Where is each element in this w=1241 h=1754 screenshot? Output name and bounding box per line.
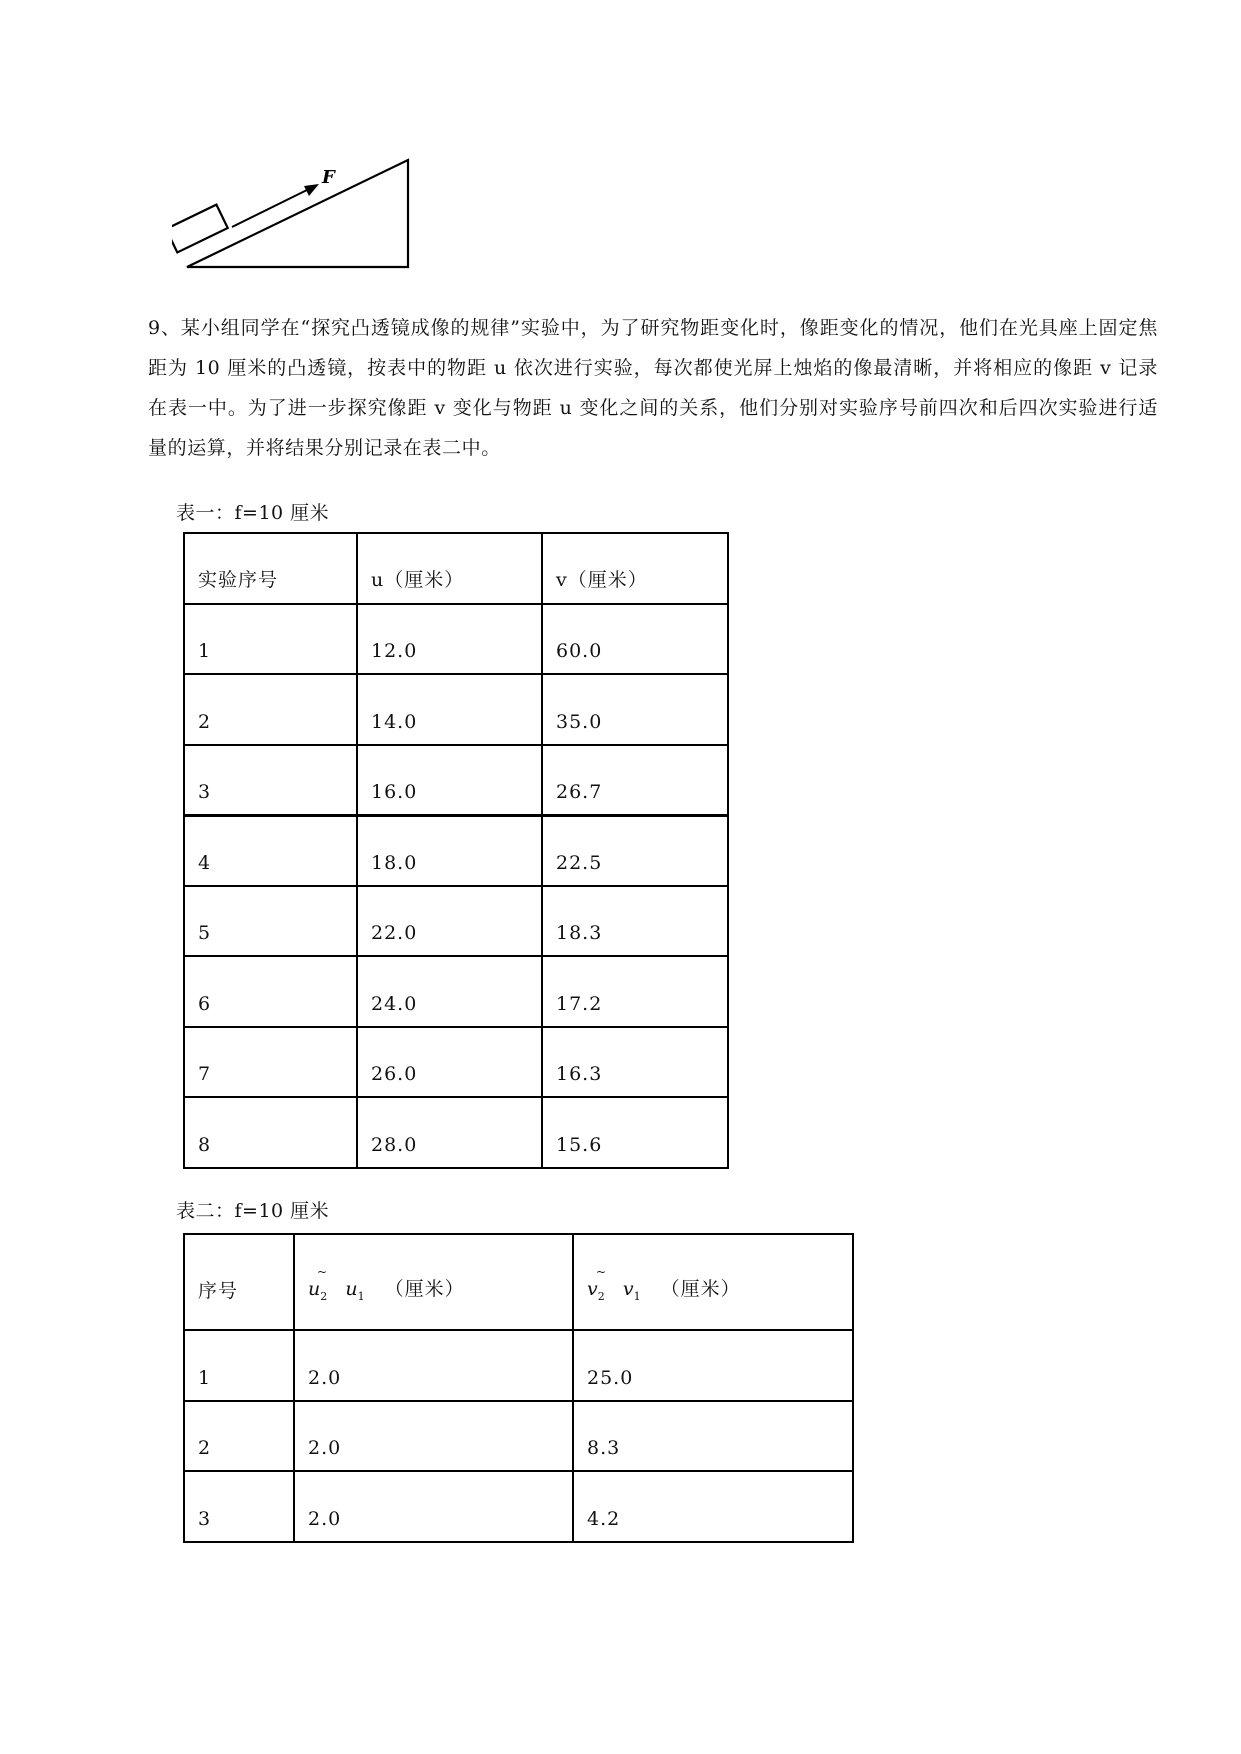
header-cell-u-difference [294, 1234, 573, 1330]
header-cell-v-difference [573, 1234, 853, 1330]
table-cell: 2.0 [294, 1471, 573, 1542]
table-row [184, 604, 728, 675]
header-cell: 序号 [184, 1234, 294, 1330]
table-cell: 26.7 [542, 745, 728, 816]
table-cell: 60.0 [542, 604, 728, 675]
table-cell: 1 [184, 604, 357, 675]
table-cell: 24.0 [357, 956, 542, 1027]
table-cell: 18.3 [542, 886, 728, 957]
table-cell: 2 [184, 674, 357, 745]
table-cell: 3 [184, 745, 357, 816]
question-text: 9、某小组同学在“探究凸透镜成像的规律”实验中，为了研究物距变化时，像距变化的情况，他们在光具座上固定焦距为 10 厘米的凸透镜，按表中的物距 u 依次进行实验，每次都使光屏上烛焰的像最清晰，并将相应的像距 v 记录在表一中。为了进一步探究像距 v 变化与物距 u 变化之间的关系，他们分别对实验序号前四次和后四次实验进行适量的运算，并将结果分别记录在表二中。 [148, 317, 1158, 459]
table-row [184, 1097, 728, 1168]
table-row [184, 1330, 853, 1401]
unit-label: （厘米） [660, 1278, 741, 1301]
table-cell: 2.0 [294, 1401, 573, 1472]
table-cell: 8.3 [573, 1401, 853, 1472]
table-cell: 28.0 [357, 1097, 542, 1168]
table-cell: 4.2 [573, 1471, 853, 1542]
table-row [184, 956, 728, 1027]
table-row [184, 745, 728, 816]
table-cell: 16.3 [542, 1027, 728, 1098]
formula-v2-v1: $v_2$ ~ $v_1$ [587, 1265, 641, 1303]
table-cell: 3 [184, 1471, 294, 1542]
incline-force-figure [172, 150, 422, 275]
table-cell: 17.2 [542, 956, 728, 1027]
table-cell: 12.0 [357, 604, 542, 675]
table-cell: 8 [184, 1097, 357, 1168]
table-cell: 14.0 [357, 674, 542, 745]
header-cell: 实验序号 [184, 533, 357, 604]
table1 [183, 532, 729, 1169]
table-cell: 18.0 [357, 815, 542, 886]
unit-label: （厘米） [384, 1278, 465, 1301]
block [172, 205, 228, 253]
table-row [184, 674, 728, 745]
table-cell: 2.0 [294, 1330, 573, 1401]
table-cell: 7 [184, 1027, 357, 1098]
table-cell: 35.0 [542, 674, 728, 745]
table2 [183, 1233, 854, 1543]
header-cell: u（厘米） [357, 533, 542, 604]
table-cell: 6 [184, 956, 357, 1027]
arrow-head [304, 184, 319, 196]
header-cell: v（厘米） [542, 533, 728, 604]
table-cell: 1 [184, 1330, 294, 1401]
formula-u2-u1: $u_2$ ~ $u_1$ [308, 1265, 365, 1303]
table-row [184, 1401, 853, 1472]
table-cell: 2 [184, 1401, 294, 1472]
table-cell: 26.0 [357, 1027, 542, 1098]
table1-caption: 表一：f=10 厘米 [176, 502, 330, 524]
table-row [184, 815, 728, 886]
table-header-row [184, 533, 728, 604]
table-row [184, 1027, 728, 1098]
table-cell: 25.0 [573, 1330, 853, 1401]
table-cell: 5 [184, 886, 357, 957]
table-cell: 16.0 [357, 745, 542, 816]
force-label: F [322, 167, 335, 188]
table-cell: 4 [184, 815, 357, 886]
table-cell: 22.5 [542, 815, 728, 886]
table-row [184, 1471, 853, 1542]
table-cell: 22.0 [357, 886, 542, 957]
table-cell: 15.6 [542, 1097, 728, 1168]
force-arrow [232, 189, 309, 227]
table-row [184, 886, 728, 957]
table2-caption: 表二：f=10 厘米 [176, 1200, 330, 1222]
table-header-row [184, 1234, 853, 1330]
